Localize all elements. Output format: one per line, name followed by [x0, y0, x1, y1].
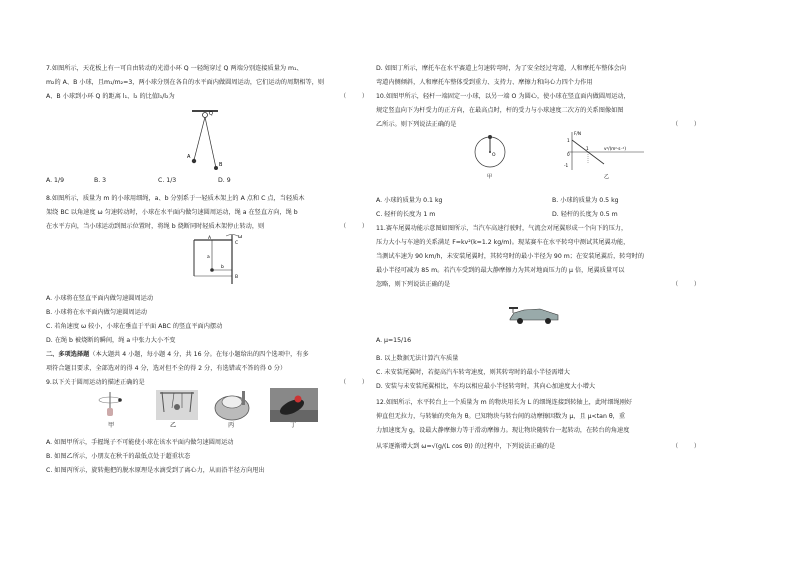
q8-option-c: C. 若角速度 ω 较小，小球在垂直于平面 ABC 的竖直平面内摆动	[46, 323, 223, 330]
q7-option-a: A. 1/9	[46, 177, 65, 184]
ring-q	[203, 113, 208, 118]
q12-line-2: 伸直但无拉力，与转轴的夹角为 θ。已知物块与转台间的动摩擦因数为 μ，且 μ<tan θ，重	[376, 413, 626, 420]
rear-wing	[509, 307, 518, 309]
q11-figure-car	[506, 302, 562, 328]
q7-figure	[186, 106, 226, 172]
hand	[107, 408, 113, 416]
q10-option-d: D. 轻杆的长度为 0.5 m	[552, 211, 618, 218]
label-a: a	[207, 255, 210, 260]
q10-option-b: B. 小球的质量为 0.5 kg	[552, 197, 619, 204]
section-2-line-2: 项符合题目要求，全部选对的得 4 分，选对但不全的得 2 分，有选错或不答的得 0 分）	[46, 365, 287, 372]
label-v2: v²/(m²·s⁻²)	[604, 146, 626, 151]
q12-line-3: 力加速度为 g，设最大静摩擦力等于滑动摩擦力。现让物块随转台一起转动，在转台的角速度	[376, 427, 630, 434]
rope-b	[205, 117, 216, 168]
q7-answer-paren: （ ）	[340, 93, 369, 100]
q9-figure-ding	[270, 388, 318, 422]
front-wheel	[545, 318, 551, 324]
q8-line-2: 架绕 BC 以角速度 ω 匀速转动时，小球在水平面内做匀速圆周运动，绳 a 在竖直方向，绳 b	[46, 209, 298, 216]
section-2-line-1	[46, 350, 309, 360]
q9-label-bing: 丙	[228, 422, 235, 429]
section-2-heading: 二、多项选择题	[46, 351, 90, 358]
q11-line-4: 最小半径可减为 85 m。若汽车受到的最大静摩擦力为其对地面压力的 μ 倍，尾翼质量可以	[376, 267, 625, 274]
q12-answer-paren: （ ）	[672, 443, 701, 450]
rear-wheel	[517, 318, 523, 324]
q9-option-c: C. 如图丙所示，旋转拖把的脱水原理是水滴受到了离心力，从而沿半径方向甩出	[46, 467, 265, 474]
q8-figure	[186, 232, 250, 290]
ball-b	[214, 166, 218, 170]
q11-option-a: A. μ=15/16	[376, 337, 412, 344]
q9-line: 9.以下关于圆周运动的描述正确的是	[46, 379, 145, 386]
label-y-neg1: -1	[564, 163, 569, 168]
section-2-instructions: （本大题共 4 小题，每小题 4 分，共 16 分。在每小题给出的四个选项中，有多	[89, 351, 309, 358]
q8-option-a: A. 小球将在竖直平面内做匀速圆周运动	[46, 295, 154, 302]
label-b: b	[221, 265, 224, 270]
q7-option-d: D. 9	[218, 177, 231, 184]
q9-option-d-line-2: 弯道内侧倾斜，人和摩托车整体受到重力、支持力、摩擦力和向心力四个力作用	[376, 79, 593, 86]
label-fn: F/N	[574, 131, 581, 136]
q9-option-a: A. 如图甲所示，手握绳子不可能使小球在该水平面内做匀速圆周运动	[46, 439, 234, 446]
q10-line-3: 乙所示。则下列说法正确的是	[376, 121, 457, 128]
q9-figure-jia	[96, 390, 126, 422]
ball-a	[192, 159, 196, 163]
q8-option-d: D. 在绳 b 被烧断的瞬间，绳 a 中张力大小不变	[46, 337, 176, 344]
mop-handle	[242, 391, 245, 405]
q9-figure-bing	[212, 388, 252, 422]
q8-option-b: B. 小球将在水平面内做匀速圆周运动	[46, 309, 147, 316]
label-b: B	[219, 162, 223, 168]
q11-line-1: 11.赛车尾翼功能示意图如图所示，当汽车高速行驶时，气流会对尾翼形成一个向下的压力，	[376, 225, 628, 232]
label-omega: ω	[238, 234, 243, 240]
q9-option-d-line-1: D. 如图丁所示，摩托车在水平赛道上匀速转弯时，为了安全经过弯道，人和摩托车整体会向	[376, 65, 627, 72]
label-origin: 0	[567, 152, 570, 157]
q10-figure-yi	[564, 130, 654, 182]
label-o: O	[492, 153, 496, 158]
q12-line-4: 从零逐渐增大到 ω=√(g/(L cos θ)) 的过程中，下列说法正确的是	[376, 443, 556, 450]
q11-option-c: C. 未安装尾翼时，若提高汽车转弯速度，则其转弯时的最小半径需增大	[376, 369, 570, 376]
q9-label-yi: 乙	[170, 422, 177, 429]
q9-answer-paren: （ ）	[340, 379, 369, 386]
q7-option-b: B. 3	[94, 177, 107, 184]
label-y1: 1	[567, 138, 570, 143]
q8-line-1: 8.如图所示，质量为 m 的小球用细绳，a、b 分别系于一轻质木架上的 A 点和 C 点，当轻质木	[46, 195, 305, 202]
pivot	[489, 151, 491, 153]
q11-line-3: 当测试车速为 90 km/h，未安装尾翼时，其转弯时的最小半径为 90 m；在安装尾翼后，转弯时的	[376, 253, 645, 260]
label-x1: 1	[586, 146, 589, 151]
label-C: C	[235, 241, 239, 246]
q11-line-2: 压力大小与车速的关系满足 F=kv²(k=1.2 kg/m)。现某赛车在水平转弯中测试其尾翼功能，	[376, 239, 630, 246]
q10-line-1: 10.如图甲所示，轻杆一端固定一小球，以另一端 O 为圆心，使小球在竖直面内做圆周运动，	[376, 93, 630, 100]
q11-answer-paren: （ ）	[672, 281, 701, 288]
label-A: A	[208, 236, 212, 241]
car-body	[510, 309, 558, 320]
q7-line-2: m₂的 A、B 小球，且m₁/m₂=3，两小球分别在各自的水平面内做圆周运动，它们运动的周期相等，则	[46, 79, 325, 86]
child	[174, 404, 180, 410]
q8-line-3: 在水平方向，当小球运动到图示位置时，将绳 b 烧断同时轻质木架停止转动，则	[46, 223, 265, 230]
q7-option-c: C. 1/3	[158, 177, 177, 184]
q8-answer-paren: （ ）	[340, 223, 369, 230]
ball	[118, 398, 122, 402]
ball	[210, 268, 214, 272]
ball	[488, 135, 492, 139]
label-a: A	[187, 154, 191, 160]
label-q: Q	[209, 111, 213, 117]
q7-line-1: 7.如图所示，天花板上有一可自由转动的光滑小环 Q 一轻绳穿过 Q 两端分别连接质量为 m₁、	[46, 65, 303, 72]
q10-line-2: 规定竖直向下为杆受力的正方向，在最高点时，杆的受力与小球速度二次方的关系图像如图	[376, 107, 624, 114]
q9-label-jia: 甲	[108, 422, 115, 429]
rope-a	[194, 117, 205, 160]
q11-option-b: B. 以上数据无法计算汽车质量	[376, 355, 459, 362]
q9-label-ding: 丁	[290, 422, 297, 429]
label-yi: 乙	[604, 174, 610, 180]
q10-figure-jia	[472, 132, 508, 182]
q11-line-5: 忽略，则下列说法正确的是	[376, 281, 451, 288]
q9-figure-yi	[154, 388, 200, 422]
q10-option-a: A. 小球的质量为 0.1 kg	[376, 197, 443, 204]
q11-option-d: D. 安装与未安装尾翼相比，车均以相应最小半径转弯时，其向心加速度大小增大	[376, 383, 596, 390]
q7-line-3: A、B 小球到小环 Q 的距离 l₁、l₂ 的比值l₁/l₂为	[46, 93, 175, 100]
ceiling-bar	[192, 110, 218, 112]
q12-line-1: 12.如图所示，水平转台上一个质量为 m 的物块用长为 L 的细绳连接到转轴上，此时细绳刚好	[376, 399, 633, 406]
q9-option-b: B. 如图乙所示，小朋友在秋千的最低点处于超重状态	[46, 453, 191, 460]
spinner	[222, 396, 242, 408]
q10-option-c: C. 轻杆的长度为 1 m	[376, 211, 436, 218]
q10-answer-paren: （ ）	[672, 121, 701, 128]
label-B: B	[235, 275, 239, 280]
rider-helmet	[295, 396, 302, 403]
label-jia: 甲	[487, 174, 493, 180]
